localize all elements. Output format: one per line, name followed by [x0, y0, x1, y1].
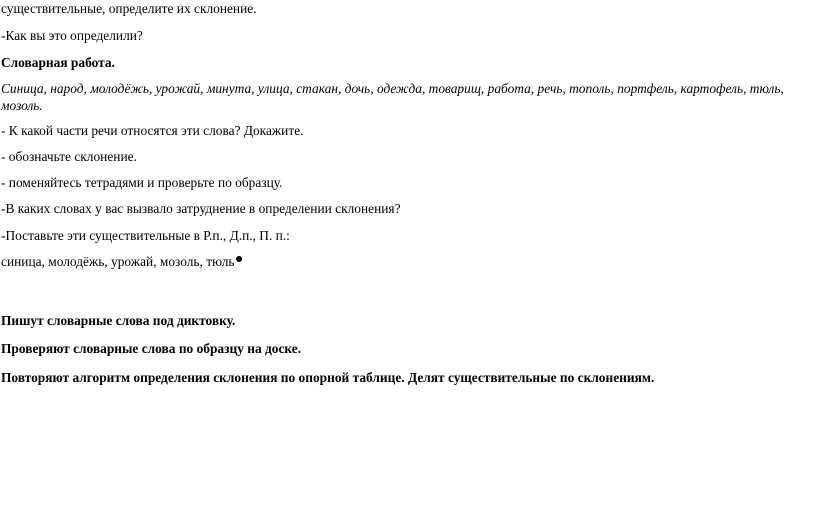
- vocabulary-word-list: Синица, народ, молодёжь, урожай, минута, улица, стакан, дочь, одежда, товарищ, работа, речь, тополь, портфель, картофель, тюль, мозоль.: [1, 81, 784, 113]
- text-line-part-of-speech: - К какой части речи относятся эти слова? Докажите.: [1, 123, 304, 138]
- text-line-repeat-algorithm: Повторяют алгоритм определения склонения по опорной таблице. Делят существительные по склонениям.: [1, 370, 655, 385]
- bullet-dot-icon: [236, 256, 242, 262]
- text-line-check-by-sample: Проверяют словарные слова по образцу на доске.: [1, 341, 302, 356]
- text-line-dictation: Пишут словарные слова под диктовку.: [1, 313, 236, 328]
- text-line-difficulty-question: -В каких словах у вас вызвало затруднение в определении склонения?: [1, 201, 401, 216]
- text-line-swap-notebooks: - поменяйтесь тетрадями и проверьте по образцу.: [1, 175, 283, 190]
- text-line-put-in-cases: -Поставьте эти существительные в Р.п., Д.п., П. п.:: [1, 228, 290, 243]
- text-line-declension-intro: существительные, определите их склонение.: [1, 1, 257, 16]
- case-words-text: синица, молодёжь, урожай, мозоль, тюль: [1, 254, 235, 269]
- text-line-mark-declension: - обозначьте склонение.: [1, 149, 137, 164]
- text-line-case-words: [1, 254, 242, 270]
- text-line-how-determined: -Как вы это определили?: [1, 28, 143, 43]
- heading-vocabulary-work: Словарная работа.: [1, 55, 115, 70]
